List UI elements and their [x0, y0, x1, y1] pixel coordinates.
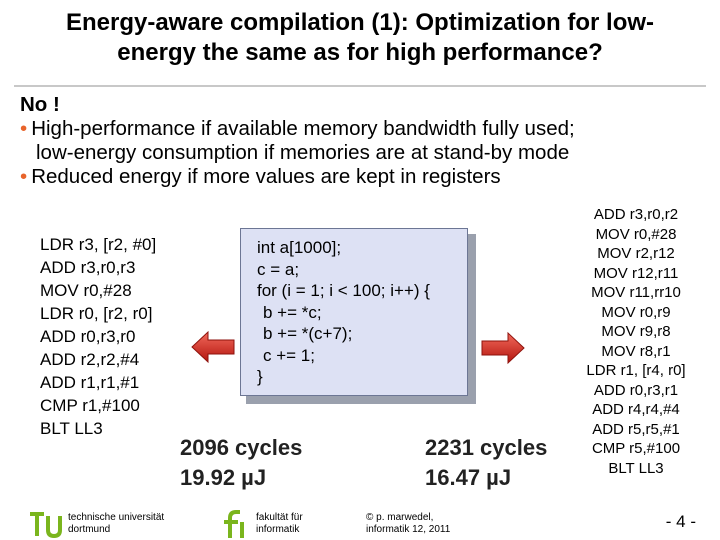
asm-line: MOV r11,rr10 — [591, 284, 681, 301]
code-line: c += 1; — [263, 345, 315, 365]
answer-no: No ! — [20, 93, 60, 116]
code-line: for (i = 1; i < 100; i++) { — [257, 281, 430, 300]
asm-line: MOV r0,#28 — [595, 225, 677, 243]
university-line-1: technische universität — [68, 512, 165, 523]
asm-line: LDR r1, [r4, r0] — [586, 362, 686, 379]
title-line-2: energy the same as for high performance? — [117, 39, 603, 66]
asm-line: LDR r3, [r2, #0] — [40, 235, 157, 254]
right-assembly — [566, 205, 706, 478]
bullet-icon: • — [20, 165, 28, 188]
asm-line: ADD r3,r0,r3 — [40, 258, 136, 277]
right-arrow-icon — [480, 331, 526, 365]
asm-line: ADD r0,r3,r0 — [40, 327, 136, 346]
copyright-line-2: informatik 12, 2011 — [366, 524, 451, 535]
bullet-1-line-2: low-energy consumption if memories are at stand-by mode — [36, 141, 570, 164]
bullet-1-line-1: High-performance if available memory bandwidth fully used; — [31, 117, 575, 140]
asm-line: MOV r2,r12 — [597, 245, 675, 262]
asm-line: MOV r12,r11 — [593, 264, 679, 282]
asm-line: BLT LL3 — [40, 419, 103, 438]
right-results — [425, 433, 547, 493]
asm-line: ADD r0,r3,r1 — [593, 381, 679, 399]
university-name — [68, 512, 164, 536]
copyright-line-1: © p. marwedel, — [366, 512, 434, 523]
faculty-name — [256, 512, 303, 536]
code-line: b += *c; — [263, 302, 322, 322]
asm-line: MOV r0,r9 — [601, 303, 671, 321]
asm-line: BLT LL3 — [608, 459, 664, 477]
intro-text — [20, 93, 710, 189]
bullet-2-text: Reduced energy if more values are kept in registers — [31, 165, 501, 188]
left-assembly — [40, 233, 156, 440]
university-line-2: dortmund — [68, 524, 111, 535]
page-number: - 4 - — [665, 512, 696, 531]
left-cycles: 2096 cycles — [180, 435, 303, 460]
asm-line: MOV r9,r8 — [601, 323, 671, 340]
slide-title — [0, 8, 720, 68]
copyright — [366, 512, 450, 536]
footer — [0, 505, 720, 540]
code-line: c = a; — [257, 259, 300, 279]
left-arrow-icon — [190, 330, 236, 364]
asm-line: MOV r0,#28 — [40, 281, 132, 300]
code-line: } — [257, 367, 263, 386]
asm-line: ADD r4,r4,#4 — [592, 401, 680, 418]
faculty-line-1: fakultät für — [256, 512, 303, 523]
asm-line: CMP r5,#100 — [591, 440, 681, 457]
fi-logo-icon — [216, 508, 246, 540]
asm-line: ADD r5,r5,#1 — [592, 420, 680, 438]
asm-line: LDR r0, [r2, r0] — [40, 304, 153, 323]
left-energy: 19.92 µJ — [180, 465, 267, 490]
tu-logo-icon — [28, 508, 62, 540]
faculty-line-2: informatik — [256, 524, 300, 535]
asm-line: MOV r8,r1 — [601, 342, 671, 360]
source-code-box — [240, 228, 468, 396]
right-energy: 16.47 µJ — [425, 465, 512, 490]
bullet-1 — [20, 117, 710, 141]
asm-line: CMP r1,#100 — [40, 396, 140, 415]
code-line: int a[1000]; — [257, 238, 342, 257]
title-line-1: Energy-aware compilation (1): Optimization for low- — [65, 9, 655, 36]
asm-line: ADD r3,r0,r2 — [593, 206, 679, 223]
asm-line: ADD r1,r1,#1 — [40, 373, 140, 392]
title-divider — [14, 85, 706, 87]
bullet-2 — [20, 165, 710, 189]
left-results — [180, 433, 302, 493]
right-cycles: 2231 cycles — [425, 435, 548, 460]
code-line: b += *(c+7); — [263, 324, 353, 343]
bullet-icon: • — [20, 117, 28, 140]
asm-line: ADD r2,r2,#4 — [40, 350, 140, 369]
